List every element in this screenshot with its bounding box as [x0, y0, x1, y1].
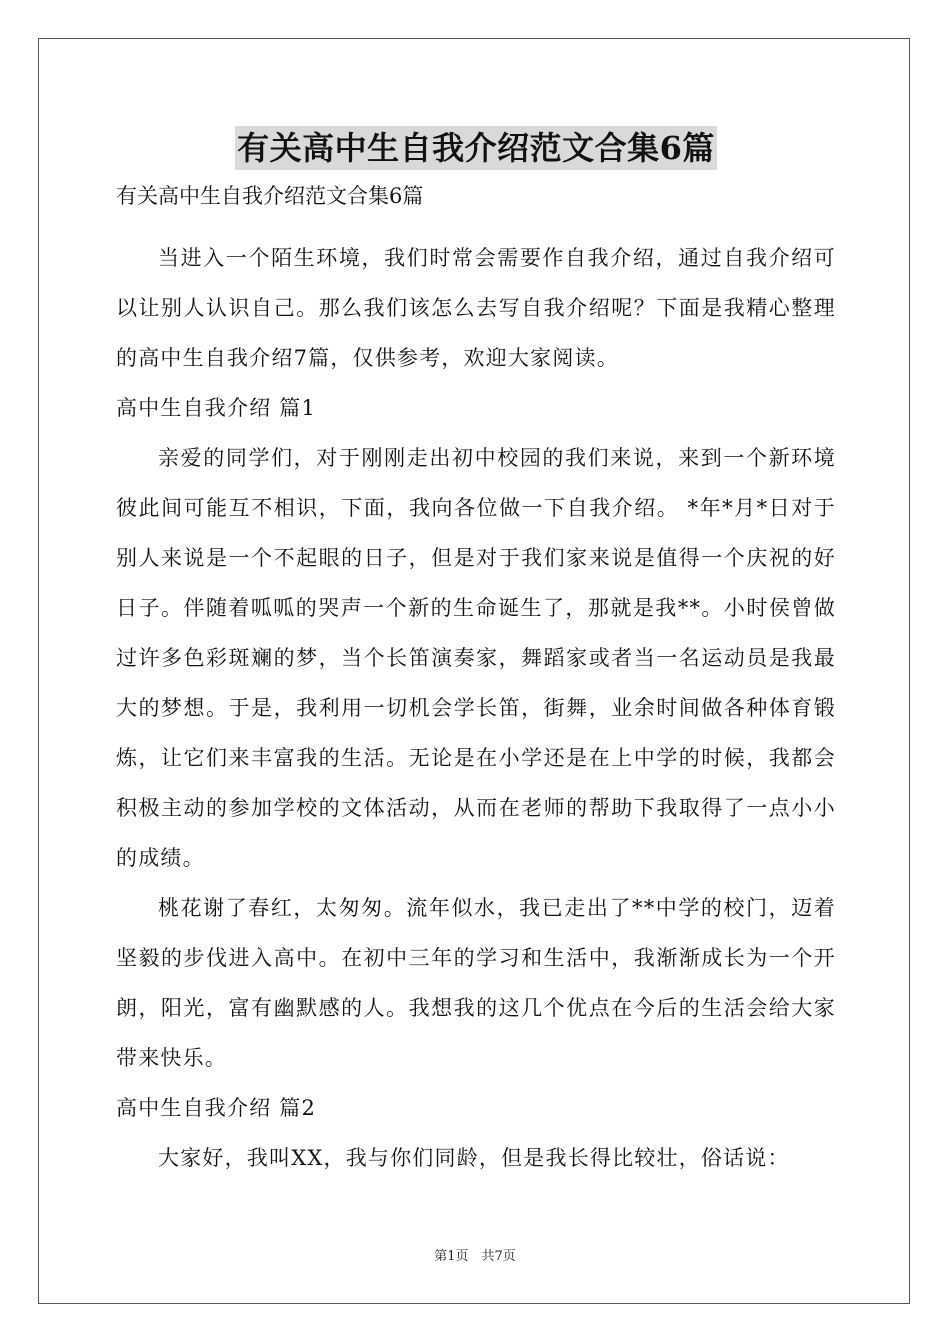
page-number-footer: 第1页 共7页: [434, 1249, 516, 1264]
section-heading-2: 高中生自我介绍 篇2: [116, 1096, 317, 1120]
document-subtitle: 有关高中生自我介绍范文合集6篇: [116, 184, 424, 208]
paragraph-section1-a: 亲爱的同学们，对于刚刚走出初中校园的我们来说，来到一个新环境彼此间可能互不相识，下面，我向各位做一下自我介绍。 *年*月*日对于别人来说是一个不起眼的日子，但是对于我们家来说是值得一个庆祝的好日子。伴随着呱呱的哭声一个新的生命诞生了，那就是我**。小时侯曾做过许多色彩斑斓的梦，当个长笛演奏家，舞蹈家或者当一名运动员是我最大的梦想。于是，我利用一切机会学长笛，街舞，业余时间做各种体育锻炼，让它们来丰富我的生活。无论是在小学还是在上中学的时候，我都会积极主动的参加学校的文体活动，从而在老师的帮助下我取得了一点小小的成绩。: [116, 446, 836, 870]
document-title: 有关高中生自我介绍范文合集6篇: [235, 126, 717, 170]
paragraph-section2-a: 大家好，我叫XX，我与你们同龄，但是我长得比较壮，俗话说：: [158, 1146, 790, 1170]
title-container: [116, 126, 836, 170]
document-body: [116, 126, 836, 1183]
paragraph-section1-b: 桃花谢了春红，太匆匆。流年似水，我已走出了**中学的校门，迈着坚毅的步伐进入高中。在初中三年的学习和生活中，我渐渐成长为一个开朗，阳光，富有幽默感的人。我想我的这几个优点在今后的生活会给大家带来快乐。: [116, 896, 836, 1070]
section-heading-1: 高中生自我介绍 篇1: [116, 396, 317, 420]
paragraph-intro: 当进入一个陌生环境，我们时常会需要作自我介绍，通过自我介绍可以让别人认识自己。那么我们该怎么去写自我介绍呢？下面是我精心整理的高中生自我介绍7篇，仅供参考，欢迎大家阅读。: [116, 246, 836, 370]
